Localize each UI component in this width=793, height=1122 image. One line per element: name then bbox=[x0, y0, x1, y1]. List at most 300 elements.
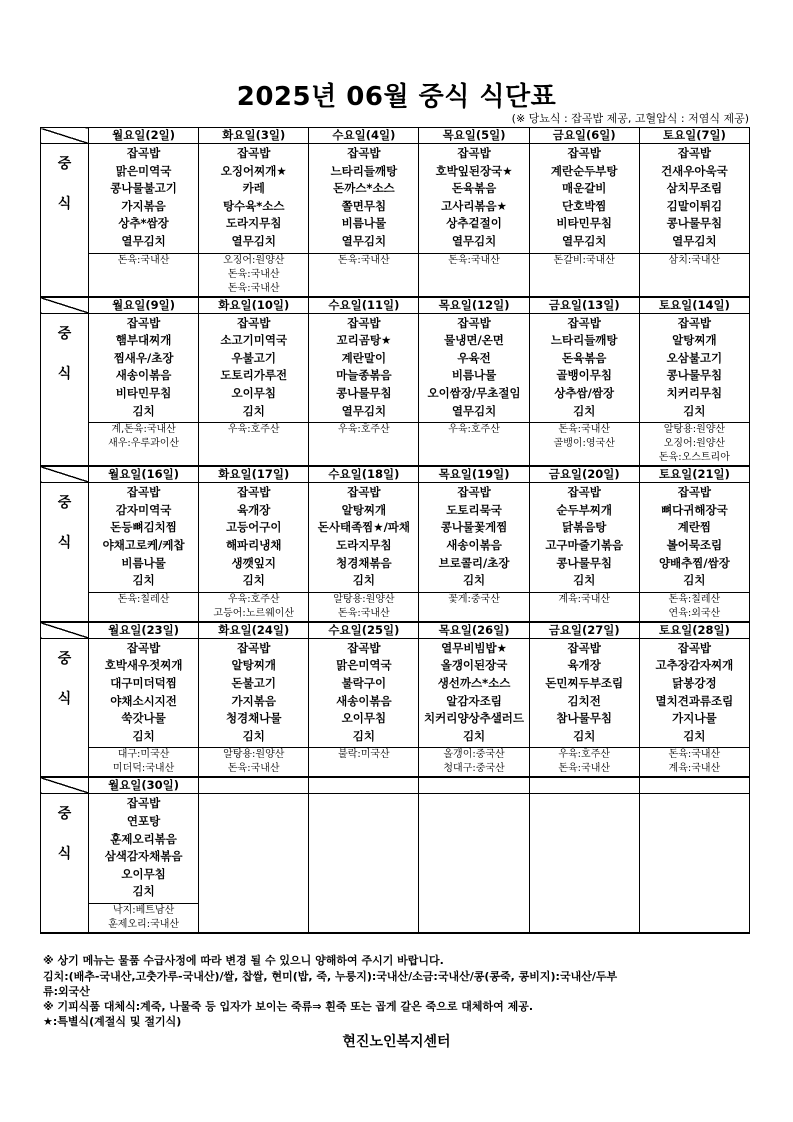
origin-item: 꽃게:중국산 bbox=[448, 593, 500, 605]
menu-item: 잡곡밥 bbox=[347, 315, 381, 330]
origin-list bbox=[199, 592, 308, 621]
corner-cell bbox=[41, 297, 89, 314]
menu-items bbox=[309, 794, 418, 795]
day-menu-cell bbox=[89, 638, 199, 777]
origin-list bbox=[640, 592, 749, 621]
menu-item: 양배추찜/쌈장 bbox=[658, 555, 730, 570]
menu-item: 고구마줄기볶음 bbox=[545, 537, 624, 552]
menu-item: 김치 bbox=[352, 573, 375, 588]
day-menu-cell bbox=[529, 794, 639, 933]
origin-list bbox=[89, 747, 198, 776]
menu-items bbox=[199, 794, 308, 795]
day-header: 화요일(10일) bbox=[199, 297, 309, 314]
page-title: 2025년 06월 중식 식단표 bbox=[236, 82, 557, 112]
day-menu-cell bbox=[529, 144, 639, 297]
menu-item: 오이무침 bbox=[231, 385, 276, 400]
day-header bbox=[639, 777, 749, 794]
footnote-special: ★:특별식(계절식 및 절기식) bbox=[43, 1015, 182, 1028]
menu-item: 김치 bbox=[352, 728, 375, 743]
menu-item: 김치 bbox=[132, 403, 155, 418]
day-menu-cell bbox=[639, 638, 749, 777]
menu-item: 김치 bbox=[462, 728, 486, 743]
menu-item: 김치 bbox=[242, 403, 265, 418]
menu-item: 올갱이된장국 bbox=[440, 658, 508, 673]
menu-item: 새송이볶음 bbox=[115, 368, 172, 383]
menu-item: 고사리볶음★ bbox=[441, 198, 507, 213]
origin-item: 돈육:국내산 bbox=[558, 763, 611, 775]
origin-list bbox=[89, 903, 198, 932]
menu-item: 탕수육*소스 bbox=[222, 198, 285, 213]
menu-item: 멸치견과류조림 bbox=[655, 693, 734, 708]
origin-list bbox=[309, 422, 418, 437]
menu-items bbox=[419, 794, 528, 795]
origin-list bbox=[530, 747, 639, 776]
menu-item: 계란찜 bbox=[677, 520, 712, 535]
menu-item: 참나물무침 bbox=[556, 711, 612, 726]
menu-items bbox=[89, 794, 198, 903]
menu-item: 잡곡밥 bbox=[237, 146, 271, 160]
menu-item: 오징어찌개★ bbox=[220, 163, 287, 178]
meal-label bbox=[41, 483, 89, 622]
day-header: 월요일(2일) bbox=[89, 128, 199, 144]
origin-item: 계육:국내산 bbox=[668, 763, 721, 775]
day-header: 수요일(11일) bbox=[309, 297, 419, 314]
day-header: 토요일(14일) bbox=[639, 297, 749, 314]
menu-items bbox=[199, 483, 308, 592]
menu-item: 건새우아욱국 bbox=[661, 163, 728, 178]
menu-item: 맑은미역국 bbox=[336, 658, 392, 673]
menu-item: 치커리무침 bbox=[666, 385, 723, 400]
corner-cell bbox=[41, 128, 89, 144]
menu-item: 잡곡밥 bbox=[237, 640, 271, 655]
origin-list bbox=[89, 253, 198, 268]
origin-item: 돈육:국내산 bbox=[448, 254, 500, 266]
menu-item: 야채고로케/케찹 bbox=[102, 537, 185, 552]
day-header: 토요일(21일) bbox=[639, 466, 749, 483]
menu-item: 청경채나물 bbox=[225, 711, 282, 726]
menu-item: 잡곡밥 bbox=[677, 485, 712, 500]
day-header: 월요일(30일) bbox=[89, 777, 199, 794]
menu-item: 돈불고기 bbox=[231, 675, 276, 690]
day-menu-cell bbox=[309, 638, 419, 777]
menu-item: 열무김치 bbox=[231, 233, 276, 248]
menu-item: 삼색감자채볶음 bbox=[104, 849, 183, 864]
origin-item: 돈육:칠레산 bbox=[668, 593, 721, 605]
menu-items bbox=[640, 314, 749, 423]
origin-item: 계,돈육:국내산 bbox=[111, 424, 176, 436]
menu-item: 돈육볶음 bbox=[451, 181, 497, 196]
meal-label-char: 식 bbox=[57, 196, 72, 212]
day-menu-cell bbox=[89, 794, 199, 933]
origin-item: 돈육:칠레산 bbox=[117, 593, 170, 605]
menu-item: 알감자조림 bbox=[446, 693, 502, 708]
menu-items bbox=[640, 144, 749, 253]
menu-item: 잡곡밥 bbox=[457, 146, 491, 160]
origin-list bbox=[89, 592, 198, 607]
menu-item: 육개장 bbox=[567, 658, 601, 673]
diet-note: (※ 당뇨식 : 잡곡밥 제공, 고혈압식 : 저염식 제공) bbox=[511, 112, 749, 125]
menu-item: 잡곡밥 bbox=[237, 485, 271, 500]
menu-item: 잡곡밥 bbox=[677, 315, 712, 330]
origin-item: 알탕용:원양산 bbox=[333, 593, 395, 605]
menu-item: 햄부대찌개 bbox=[115, 333, 172, 348]
meal-label-char: 중 bbox=[57, 495, 72, 512]
day-menu-cell bbox=[89, 313, 199, 466]
menu-item: 맑은미역국 bbox=[115, 163, 172, 178]
menu-items bbox=[530, 483, 639, 592]
day-header: 토요일(28일) bbox=[639, 622, 749, 639]
menu-item: 생선까스*소스 bbox=[437, 675, 511, 690]
menu-item: 야채소시지전 bbox=[110, 693, 177, 708]
menu-item: 비름나물 bbox=[341, 216, 387, 231]
day-header: 수요일(25일) bbox=[309, 622, 419, 639]
menu-item: 콩나물무침 bbox=[666, 368, 723, 383]
menu-item: 단호박찜 bbox=[561, 198, 607, 213]
menu-item: 우불고기 bbox=[231, 350, 276, 365]
menu-item: 김치전 bbox=[567, 693, 601, 708]
menu-item: 김치 bbox=[573, 403, 596, 418]
origin-item: 돈육:국내산 bbox=[338, 254, 390, 266]
origin-list bbox=[199, 253, 308, 296]
origin-item: 훈제오리:국내산 bbox=[108, 918, 180, 930]
menu-item: 잡곡밥 bbox=[677, 640, 712, 655]
menu-items bbox=[309, 144, 418, 253]
origin-item: 계육:국내산 bbox=[558, 593, 611, 605]
menu-items bbox=[309, 483, 418, 592]
menu-item: 새송이볶음 bbox=[336, 693, 392, 708]
menu-item: 오이무침 bbox=[121, 866, 166, 881]
day-menu-cell bbox=[309, 794, 419, 933]
menu-items bbox=[89, 144, 198, 253]
menu-item: 콩나물무침 bbox=[666, 216, 723, 231]
menu-item: 느타리들깨탕 bbox=[550, 333, 618, 348]
origin-item: 올갱이:중국산 bbox=[443, 749, 505, 761]
origin-item: 골뱅이:영국산 bbox=[553, 438, 615, 450]
day-menu-cell bbox=[199, 794, 309, 933]
menu-item: 돈등뼈김치찜 bbox=[110, 520, 177, 535]
menu-item: 열무김치 bbox=[451, 403, 497, 418]
menu-items bbox=[309, 314, 418, 423]
day-header: 금요일(6일) bbox=[529, 128, 639, 144]
menu-items bbox=[89, 314, 198, 423]
menu-item: 육개장 bbox=[237, 502, 271, 517]
footnote-change: ※ 상기 메뉴는 물품 수급사정에 따라 변경 될 수 있으니 양해하여 주시기 바랍니다. bbox=[43, 954, 444, 967]
menu-item: 해파리냉채 bbox=[225, 537, 282, 552]
origin-item: 오징어:원양산 bbox=[663, 438, 726, 450]
origin-list bbox=[199, 747, 308, 776]
menu-item: 계란말이 bbox=[341, 350, 387, 365]
menu-item: 잡곡밥 bbox=[677, 146, 712, 160]
day-menu-cell bbox=[89, 144, 199, 297]
menu-item: 감자미역국 bbox=[115, 502, 172, 517]
day-menu-cell bbox=[199, 313, 309, 466]
menu-item: 콩나물무침 bbox=[336, 385, 392, 400]
menu-item: 도토리묵국 bbox=[446, 502, 502, 517]
meal-label bbox=[41, 794, 89, 933]
menu-item: 청경채볶음 bbox=[336, 555, 392, 570]
menu-item: 물냉면/온면 bbox=[444, 333, 504, 348]
menu-item: 알탕찌개 bbox=[672, 333, 717, 348]
origin-item: 우육:호주산 bbox=[227, 424, 280, 436]
origin-list bbox=[89, 422, 198, 451]
menu-item: 새송이볶음 bbox=[446, 537, 502, 552]
day-menu-cell bbox=[309, 483, 419, 622]
origin-item: 우육:호주산 bbox=[558, 749, 611, 761]
menu-item: 삼치무조림 bbox=[666, 181, 723, 196]
day-header: 목요일(5일) bbox=[419, 128, 529, 144]
menu-item: 김치 bbox=[132, 728, 155, 743]
menu-item: 콩나물무침 bbox=[556, 555, 612, 570]
menu-item: 김치 bbox=[683, 573, 706, 588]
origin-item: 불락:미국산 bbox=[338, 749, 390, 761]
day-menu-cell bbox=[419, 144, 529, 297]
day-menu-cell bbox=[89, 483, 199, 622]
origin-item: 오징어:원양산 bbox=[223, 254, 285, 266]
menu-item: 열무김치 bbox=[561, 233, 607, 248]
menu-item: 꼬리곰탕★ bbox=[336, 333, 392, 348]
menu-items bbox=[640, 639, 749, 748]
origin-item: 돈육:국내산 bbox=[227, 763, 280, 775]
day-header: 월요일(23일) bbox=[89, 622, 199, 639]
corner-cell bbox=[41, 777, 89, 794]
menu-item: 순두부찌개 bbox=[556, 502, 612, 517]
menu-item: 잡곡밥 bbox=[347, 146, 381, 160]
menu-item: 매운갈비 bbox=[561, 181, 607, 196]
menu-item: 김치 bbox=[242, 573, 265, 588]
week-menu-row bbox=[41, 313, 750, 466]
day-menu-cell bbox=[529, 638, 639, 777]
menu-item: 오삼불고기 bbox=[666, 350, 723, 365]
menu-item: 고추장감자찌개 bbox=[655, 658, 734, 673]
menu-item: 돈민찌두부조림 bbox=[545, 675, 624, 690]
origin-list bbox=[640, 747, 749, 776]
menu-item: 잡곡밥 bbox=[347, 640, 381, 655]
day-header: 월요일(16일) bbox=[89, 466, 199, 483]
menu-item: 도라지무침 bbox=[336, 537, 392, 552]
menu-item: 알탕찌개 bbox=[231, 658, 276, 673]
menu-item: 계란순두부탕 bbox=[550, 163, 618, 178]
menu-item: 잡곡밥 bbox=[126, 146, 161, 160]
menu-item: 김치 bbox=[132, 573, 155, 588]
origin-item: 대구:미국산 bbox=[117, 749, 170, 761]
day-menu-cell bbox=[419, 313, 529, 466]
menu-items bbox=[530, 794, 639, 795]
menu-item: 잡곡밥 bbox=[126, 796, 161, 811]
menu-item: 잡곡밥 bbox=[567, 146, 601, 160]
menu-item: 잡곡밥 bbox=[457, 315, 491, 330]
origin-list bbox=[419, 253, 528, 268]
meal-label bbox=[41, 313, 89, 466]
day-header: 목요일(19일) bbox=[419, 466, 529, 483]
day-menu-cell bbox=[639, 144, 749, 297]
menu-items bbox=[89, 639, 198, 748]
origin-list bbox=[419, 747, 528, 776]
menu-item: 잡곡밥 bbox=[126, 640, 161, 655]
day-header: 수요일(4일) bbox=[309, 128, 419, 144]
week-menu-row bbox=[41, 638, 750, 777]
origin-item: 우육:호주산 bbox=[448, 424, 500, 436]
day-header: 목요일(26일) bbox=[419, 622, 529, 639]
menu-item: 볼어묵조림 bbox=[666, 537, 723, 552]
menu-item: 열무김치 bbox=[341, 233, 387, 248]
menu-item: 콩나물불고기 bbox=[110, 181, 177, 196]
menu-item: 오이쌈장/무초절임 bbox=[427, 385, 521, 400]
origin-item: 돈갈비:국내산 bbox=[553, 254, 615, 266]
origin-list bbox=[419, 422, 528, 437]
day-header: 금요일(27일) bbox=[529, 622, 639, 639]
menu-item: 불락구이 bbox=[341, 675, 387, 690]
menu-item: 돈까스*소스 bbox=[333, 181, 395, 196]
menu-item: 김치 bbox=[132, 884, 155, 899]
menu-items bbox=[419, 639, 528, 748]
origin-list bbox=[640, 253, 749, 268]
menu-item: 쫄면무침 bbox=[341, 198, 387, 213]
menu-item: 알탕찌개 bbox=[341, 502, 387, 517]
day-header: 토요일(7일) bbox=[639, 128, 749, 144]
menu-item: 열무비빔밥★ bbox=[441, 640, 507, 655]
week-header-row bbox=[41, 622, 750, 639]
day-menu-cell bbox=[199, 638, 309, 777]
day-menu-cell bbox=[639, 794, 749, 933]
menu-items bbox=[199, 639, 308, 748]
menu-item: 찜새우/초장 bbox=[113, 350, 174, 365]
origin-list bbox=[530, 253, 639, 268]
day-menu-cell bbox=[529, 313, 639, 466]
day-menu-cell bbox=[419, 638, 529, 777]
menu-item: 김말이튀김 bbox=[666, 198, 723, 213]
menu-items bbox=[89, 483, 198, 592]
center-name: 현진노인복지센터 bbox=[342, 1034, 451, 1050]
menu-items bbox=[530, 639, 639, 748]
day-menu-cell bbox=[419, 794, 529, 933]
menu-item: 잡곡밥 bbox=[567, 640, 601, 655]
week-header-row bbox=[41, 297, 750, 314]
menu-items bbox=[530, 314, 639, 423]
menu-item: 김치 bbox=[462, 573, 486, 588]
origin-list bbox=[309, 747, 418, 762]
menu-items bbox=[640, 483, 749, 592]
menu-item: 오이무침 bbox=[341, 711, 387, 726]
menu-item: 카레 bbox=[242, 181, 265, 196]
menu-item: 연포탕 bbox=[126, 813, 161, 828]
menu-item: 김치 bbox=[242, 728, 265, 743]
menu-item: 열무김치 bbox=[672, 233, 717, 248]
menu-item: 잡곡밥 bbox=[126, 315, 161, 330]
day-header: 월요일(9일) bbox=[89, 297, 199, 314]
week-menu-row bbox=[41, 483, 750, 622]
meal-label-char: 중 bbox=[57, 806, 72, 823]
origin-list bbox=[530, 422, 639, 451]
meal-label-char: 중 bbox=[57, 650, 72, 667]
menu-item: 가지볶음 bbox=[231, 693, 276, 708]
origin-list bbox=[640, 422, 749, 465]
menu-item: 소고기미역국 bbox=[220, 333, 288, 348]
meal-label bbox=[41, 638, 89, 777]
origin-item: 연육:외국산 bbox=[668, 607, 721, 619]
menu-item: 상추겉절이 bbox=[446, 216, 502, 231]
menu-item: 상추*쌈장 bbox=[118, 216, 169, 231]
day-header: 화요일(24일) bbox=[199, 622, 309, 639]
menu-item: 콩나물꽃게찜 bbox=[440, 520, 508, 535]
menu-item: 김치 bbox=[573, 573, 596, 588]
menu-item: 비름나물 bbox=[451, 368, 497, 383]
day-menu-cell bbox=[419, 483, 529, 622]
week-header-row bbox=[41, 466, 750, 483]
day-header: 화요일(3일) bbox=[199, 128, 309, 144]
menu-item: 느타리들깨탕 bbox=[330, 163, 398, 178]
menu-item: 브로콜리/초장 bbox=[438, 555, 510, 570]
origin-item: 새우:우루과이산 bbox=[108, 438, 180, 450]
origin-list bbox=[309, 592, 418, 621]
menu-items bbox=[199, 314, 308, 423]
menu-items bbox=[199, 144, 308, 253]
day-menu-cell bbox=[309, 313, 419, 466]
origin-item: 우육:호주산 bbox=[338, 424, 390, 436]
menu-table bbox=[40, 127, 750, 934]
corner-cell bbox=[41, 622, 89, 639]
day-menu-cell bbox=[199, 144, 309, 297]
day-header bbox=[309, 777, 419, 794]
day-header: 화요일(17일) bbox=[199, 466, 309, 483]
origin-list bbox=[199, 422, 308, 437]
origin-item: 고등어:노르웨이산 bbox=[213, 607, 295, 619]
origin-item: 삼치:국내산 bbox=[668, 254, 721, 266]
menu-item: 잡곡밥 bbox=[567, 315, 601, 330]
menu-item: 돈사태족찜★/파채 bbox=[317, 520, 411, 535]
day-header bbox=[529, 777, 639, 794]
week-header-row bbox=[41, 777, 750, 794]
menu-item: 호박잎된장국★ bbox=[435, 163, 513, 178]
origin-list bbox=[309, 253, 418, 268]
origin-item: 돈육:국내산 bbox=[227, 268, 280, 280]
menu-item: 우육전 bbox=[457, 350, 491, 365]
menu-item: 비타민무침 bbox=[556, 216, 612, 231]
origin-item: 낙지:베트남산 bbox=[112, 904, 175, 916]
origin-list bbox=[419, 592, 528, 607]
meal-label-char: 식 bbox=[57, 690, 72, 707]
week-menu-row bbox=[41, 794, 750, 933]
menu-item: 김치 bbox=[683, 403, 706, 418]
menu-item: 도라지무침 bbox=[225, 216, 282, 231]
origin-item: 청대구:중국산 bbox=[443, 763, 505, 775]
menu-item: 고등어구이 bbox=[225, 520, 282, 535]
meal-label-char: 식 bbox=[57, 365, 72, 382]
menu-item: 돈육볶음 bbox=[561, 350, 607, 365]
menu-item: 잡곡밥 bbox=[347, 485, 381, 500]
week-header-row bbox=[41, 128, 750, 144]
menu-item: 가지나물 bbox=[672, 711, 717, 726]
day-header: 금요일(13일) bbox=[529, 297, 639, 314]
day-menu-cell bbox=[199, 483, 309, 622]
menu-item: 훈제오리볶음 bbox=[110, 831, 177, 846]
menu-item: 뼈다귀해장국 bbox=[661, 502, 728, 517]
meal-label-char: 식 bbox=[57, 535, 72, 552]
footnote-origin: 김치:(배추-국내산,고춧가루-국내산)/쌀, 찹쌀, 현미(밥, 죽, 누룽지):국내산/소금:국내산/콩(콩죽, 콩비지):국내산/두부 bbox=[43, 970, 618, 983]
menu-item: 쑥갓나물 bbox=[121, 711, 166, 726]
menu-item: 생깻잎지 bbox=[231, 555, 276, 570]
meal-label bbox=[41, 144, 89, 297]
menu-item: 열무김치 bbox=[451, 233, 497, 248]
origin-item: 미더덕:국내산 bbox=[112, 763, 175, 775]
origin-item: 돈육:국내산 bbox=[668, 749, 721, 761]
origin-item: 돈육:오스트리아 bbox=[658, 452, 730, 464]
menu-item: 잡곡밥 bbox=[457, 485, 491, 500]
menu-item: 비름나물 bbox=[121, 555, 166, 570]
menu-items bbox=[640, 794, 749, 795]
footnote-substitute: ※ 기피식품 대체식:계죽, 나물죽 등 입자가 보이는 죽류⇒ 흰죽 또는 곱게 갈은 죽으로 대체하여 제공. bbox=[43, 1000, 534, 1013]
menu-item: 닭볶음탕 bbox=[561, 520, 607, 535]
menu-item: 닭봉강정 bbox=[672, 675, 717, 690]
